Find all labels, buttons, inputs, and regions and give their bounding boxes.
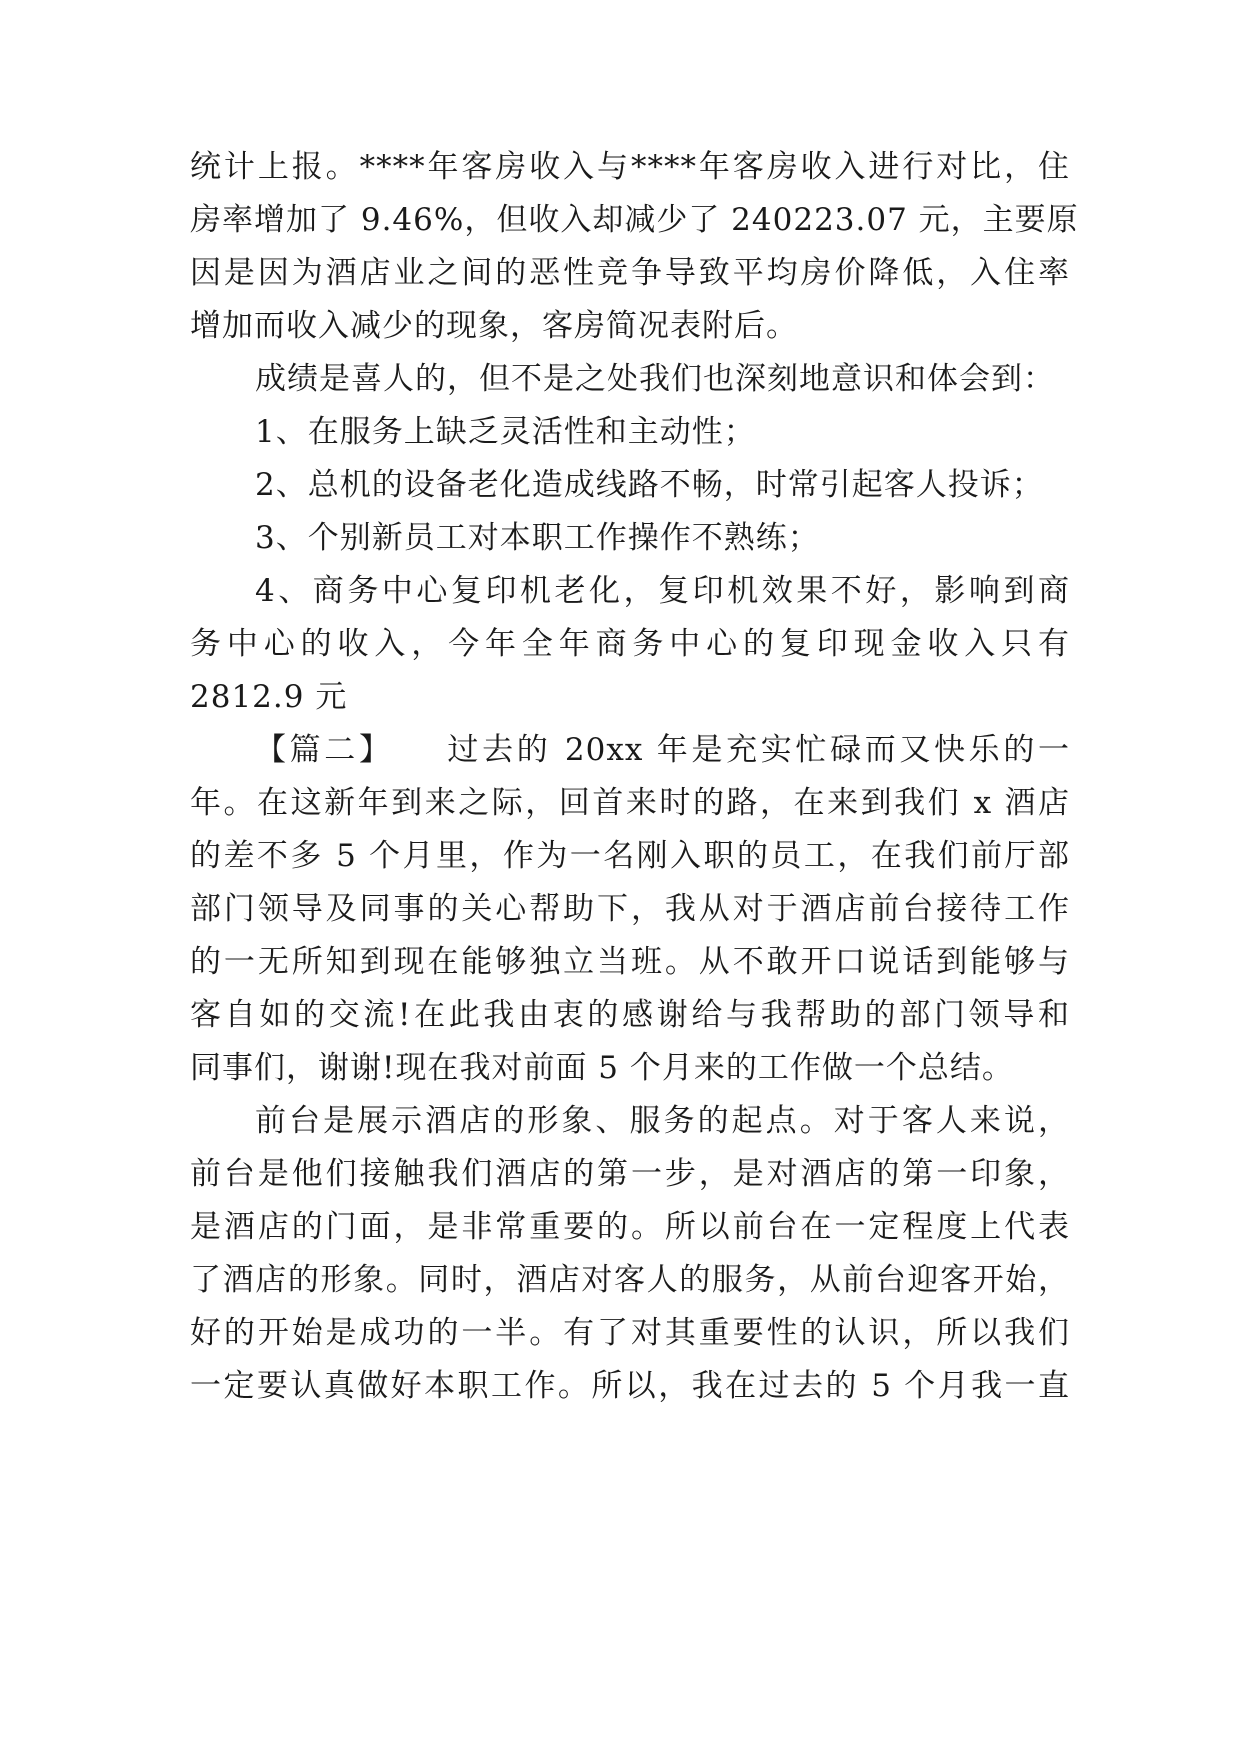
- body-line: 增加而收入减少的现象，客房简况表附后。: [190, 308, 798, 344]
- body-line: 务中心的收入，今年全年商务中心的复印现金收入只有: [190, 626, 1070, 662]
- body-line: 是酒店的门面，是非常重要的。所以前台在一定程度上代表: [190, 1209, 1070, 1245]
- list-item: 2、总机的设备老化造成线路不畅，时常引起客人投诉；: [255, 467, 1044, 503]
- body-line: 房率增加了 9.46%，但收入却减少了 240223.07 元，主要原: [190, 202, 1079, 238]
- body-line: 一定要认真做好本职工作。所以，我在过去的 5 个月我一直: [190, 1368, 1070, 1404]
- body-line: 前台是展示酒店的形象、服务的起点。对于客人来说，: [255, 1103, 1070, 1139]
- body-line: 的一无所知到现在能够独立当班。从不敢开口说话到能够与: [190, 944, 1070, 980]
- body-line: 年。在这新年到来之际，回首来时的路，在来到我们 x 酒店: [190, 785, 1070, 821]
- body-line: 统计上报。****年客房收入与****年客房收入进行对比，住: [190, 149, 1070, 185]
- section-heading-line: 【篇二】 过去的 20xx 年是充实忙碌而又快乐的一: [255, 732, 1070, 768]
- list-item: 1、在服务上缺乏灵活性和主动性；: [255, 414, 756, 450]
- body-line: 成绩是喜人的，但不是之处我们也深刻地意识和体会到：: [255, 361, 1055, 397]
- body-line: 了酒店的形象。同时，酒店对客人的服务，从前台迎客开始，: [190, 1262, 1070, 1298]
- body-line: 因是因为酒店业之间的恶性竞争导致平均房价降低，入住率: [190, 255, 1070, 291]
- body-line: 前台是他们接触我们酒店的第一步，是对酒店的第一印象，: [190, 1156, 1070, 1192]
- body-line: 同事们，谢谢!现在我对前面 5 个月来的工作做一个总结。: [190, 1050, 1014, 1086]
- body-line: 好的开始是成功的一半。有了对其重要性的认识，所以我们: [190, 1315, 1070, 1351]
- body-line: 部门领导及同事的关心帮助下，我从对于酒店前台接待工作: [190, 891, 1070, 927]
- list-item: 4、商务中心复印机老化，复印机效果不好，影响到商: [255, 573, 1070, 609]
- body-line: 客自如的交流!在此我由衷的感谢给与我帮助的部门领导和: [190, 997, 1070, 1033]
- body-line: 2812.9 元: [190, 679, 348, 715]
- body-line: 的差不多 5 个月里，作为一名刚入职的员工，在我们前厅部: [190, 838, 1070, 874]
- list-item: 3、个别新员工对本职工作操作不熟练；: [255, 520, 820, 556]
